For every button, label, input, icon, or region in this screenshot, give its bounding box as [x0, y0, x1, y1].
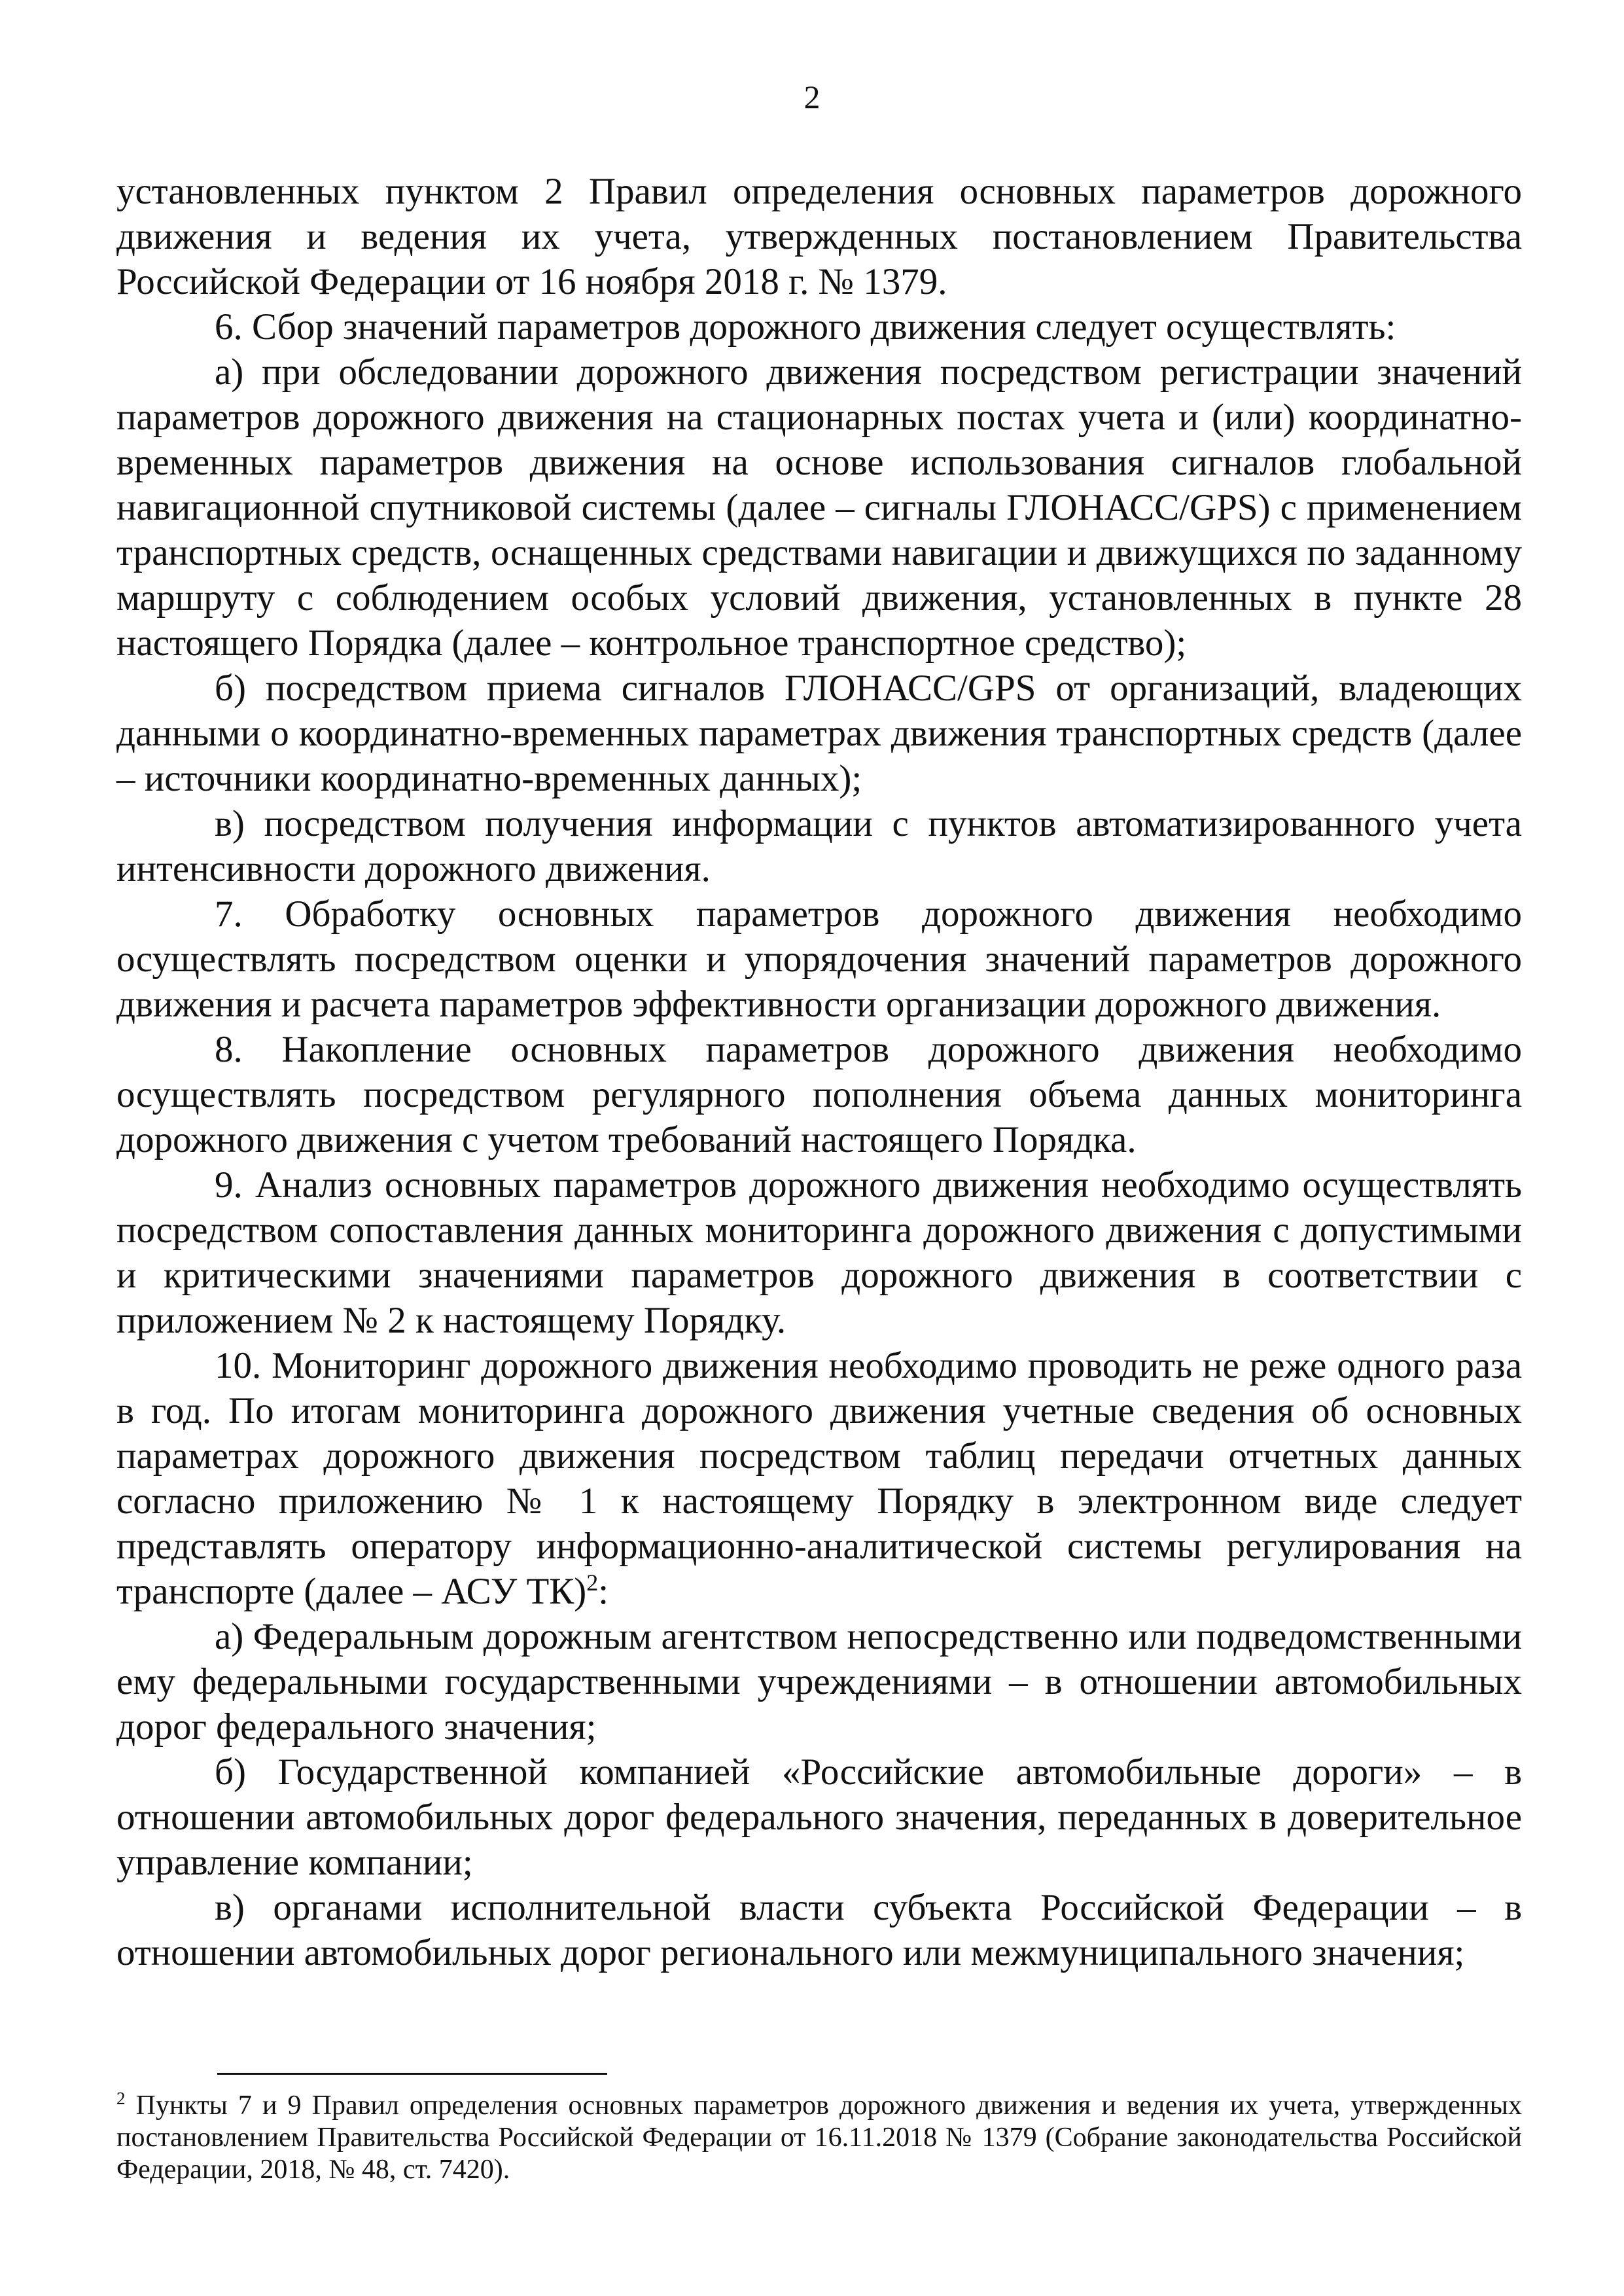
- paragraph-10a: а) Федеральным дорожным агентством непосредственно или подведомственными ему федеральными государственными учреждениями – в отношении автомобильных дорог федерального значения;: [116, 1616, 1522, 1748]
- paragraph-8: 8. Накопление основных параметров дорожного движения необходимо осуществлять посредством регулярного пополнения объема данных мониторинга дорожного движения с учетом требований настоящего Порядка.: [116, 1029, 1522, 1160]
- paragraph-10b: б) Государственной компанией «Российские автомобильные дороги» – в отношении автомобильных дорог федерального значения, переданных в доверительное управление компании;: [116, 1751, 1522, 1883]
- footnote: [116, 2090, 1522, 2186]
- paragraph-10-text: 10. Мониторинг дорожного движения необходимо проводить не реже одного раза в год. По итогам мониторинга дорожного движения учетные сведения об основных параметрах дорожного движения посредством таблиц передачи отчетных данных согласно приложению № 1 к настоящему Порядку в электронном виде следует представлять оператору информационно-аналитической системы регулирования на транспорте (далее – АСУ ТК): [116, 1345, 1522, 1612]
- paragraph-7: 7. Обработку основных параметров дорожного движения необходимо осуществлять посредством оценки и упорядочения значений параметров дорожного движения и расчета параметров эффективности организации дорожного движения.: [116, 893, 1522, 1025]
- page-number: 2: [803, 79, 821, 115]
- paragraph-9: 9. Анализ основных параметров дорожного движения необходимо осуществлять посредством сопоставления данных мониторинга дорожного движения с допустимыми и критическими значениями параметров дорожного движения в соответствии с приложением № 2 к настоящему Порядку.: [116, 1164, 1522, 1341]
- footnote-marker: 2: [116, 2089, 126, 2108]
- paragraph-10: [116, 1343, 1522, 1614]
- paragraph-6a: а) при обследовании дорожного движения посредством регистрации значений параметров дорожного движения на стационарных постах учета и (или) координатно-временных параметров движения на основе использования сигналов глобальной навигационной спутниковой системы (далее – сигналы ГЛОНАСС/GPS) с применением транспортных средств, оснащенных средствами навигации и движущихся по заданному маршруту с соблюдением особых условий движения, установленных в пункте 28 настоящего Порядка (далее – контрольное транспортное средство);: [116, 351, 1522, 664]
- footnote-text: Пункты 7 и 9 Правил определения основных параметров дорожного движения и ведения их учета, утвержденных постановлением Правительства Российской Федерации от 16.11.2018 № 1379 (Собрание законодательства Российской Федерации, 2018, № 48, ст. 7420).: [116, 2090, 1522, 2185]
- footnote-text-line: [116, 2090, 1522, 2186]
- footnote-divider: [217, 2073, 607, 2075]
- paragraph-10v: в) органами исполнительной власти субъекта Российской Федерации – в отношении автомобильных дорог регионального или межмуниципального значения;: [116, 1887, 1522, 1973]
- paragraph-10-colon: :: [598, 1571, 609, 1612]
- paragraph-6: 6. Сбор значений параметров дорожного движения следует осуществлять:: [215, 306, 1396, 348]
- paragraph-continuation: установленных пунктом 2 Правил определения основных параметров дорожного движения и ведения их учета, утвержденных постановлением Правительства Российской Федерации от 16 ноября 2018 г. № 1379.: [116, 171, 1522, 302]
- footnote-reference: 2: [586, 1570, 599, 1596]
- paragraph-6v: в) посредством получения информации с пунктов автоматизированного учета интенсивности дорожного движения.: [116, 803, 1522, 889]
- paragraph-6b: б) посредством приема сигналов ГЛОНАСС/GPS от организаций, владеющих данными о координатно-временных параметрах движения транспортных средств (далее – источники координатно-временных данных);: [116, 668, 1522, 799]
- document-body: [116, 169, 1522, 1975]
